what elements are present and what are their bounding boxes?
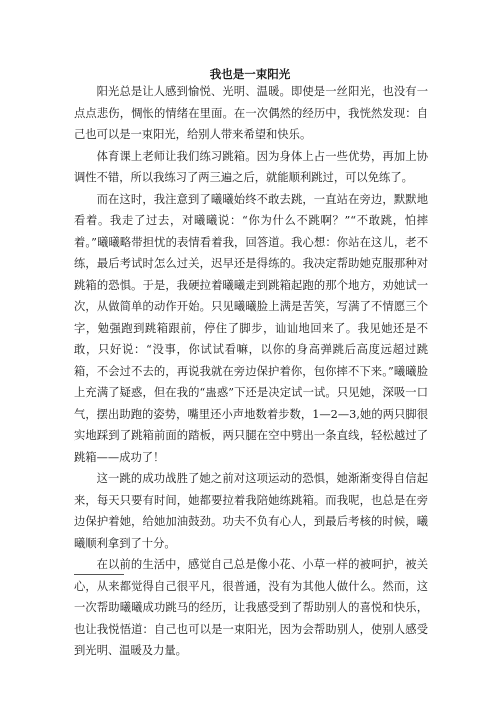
document-body [74,81,428,662]
paragraph-intro: 阳光总是让人感到愉悦、光明、温暖。即使是一丝阳光，也没有一点点悲伤，惆怅的情绪在里面。在一次偶然的经历中，我恍然发现：自己也可以是一束阳光，给别人带来希望和快乐。 [74,85,428,141]
paragraph-conclusion: 在以前的生活中，感觉自己总是像小花、小草一样的被呵护，被关心，从来都觉得自己很平凡，很普通，没有为其他人做什么。然而，这一次帮助曦曦成功跳马的经历，让我感受到了帮助别人的喜悦和快乐，也让我悦悟道：自己也可以是一束阳光，因为会帮助别人，使别人感受到光明、温暖及力量。 [74,558,428,657]
footnote-divider [74,574,124,575]
paragraph-success: 这一跳的成功战胜了她之前对这项运动的恐惧，她渐渐变得自信起来，每天只要有时间，她都要拉着我陪她练跳箱。而我呢，也总是在旁边保护着她，给她加油鼓劲。功夫不负有心人，到最后考核的时候，曦曦顺利拿到了十分。 [74,472,428,550]
paragraph-pe-class: 体育课上老师让我们练习跳箱。因为身体上占一些优势，再加上协调性不错，所以我练习了两三遍之后，就能顺利跳过，可以免练了。 [74,149,428,184]
paragraph-helping-xixi: 而在这时，我注意到了曦曦始终不敢去跳，一直站在旁边，默默地看着。我走了过去，对曦曦说：“你为什么不跳啊？”“不敢跳，怕摔着。”曦曦略带担忧的表情看着我，回答道。我心想：你站在这儿，老不练，最后考试时怎么过关，迟早还是得练的。我决定帮助她克服那种对跳箱的恐惧。于是，我硬拉着曦曦走到跳箱起跑的那个地方，劝她试一次，从做简单的动作开始。只见曦曦脸上满是苦笑，写满了不情愿三个字，勉强跑到跳箱跟前，停住了脚步，讪讪地回来了。我见她还是不敢，只好说：“没事，你试试看嘛，以你的身高弹跳后高度远超过跳箱，不会过不去的，再说我就在旁边保护着你，包你摔不下来。”曦曦脸上充满了疑惑，但在我的“蛊惑”下还是决定试一试。只见她，深吸一口气，摆出助跑的姿势，嘴里还小声地数着步数，1—2—3,她的两只脚很实地踩到了跳箱前面的踏板，两只腿在空中劈出一条直线，轻松越过了跳箱——成功了！ [74,192,428,464]
document-title: 我也是一束阳光 [209,67,291,81]
